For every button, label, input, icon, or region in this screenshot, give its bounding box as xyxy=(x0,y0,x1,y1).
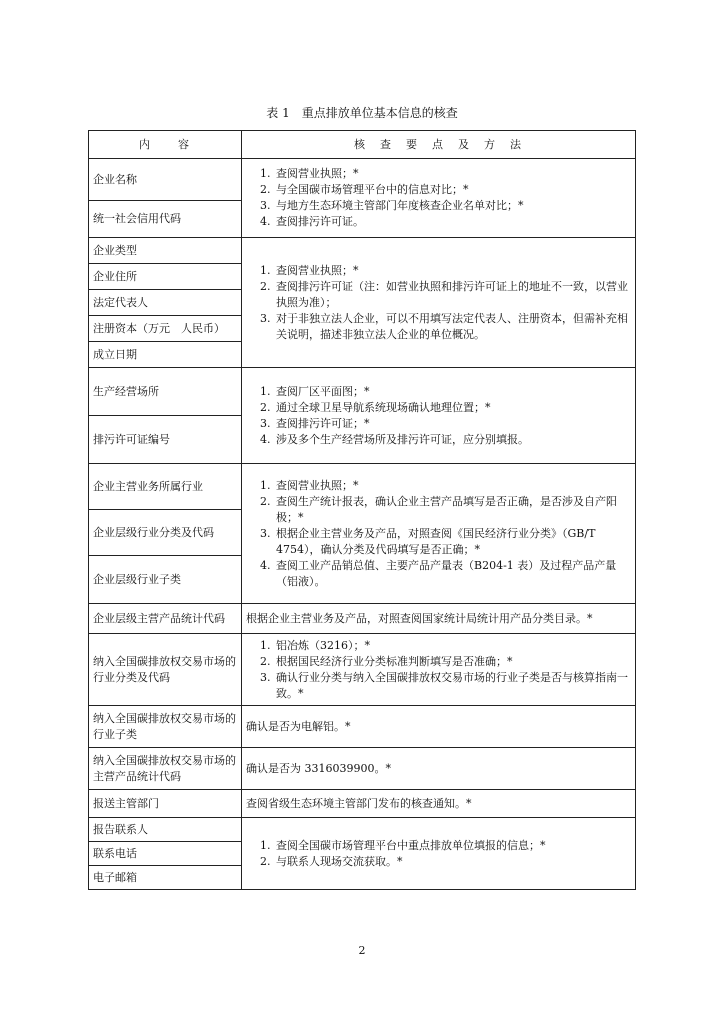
table-row xyxy=(89,818,636,842)
method-item: 3. 与地方生态环境主管部门年度核查企业名单对比；* xyxy=(274,198,631,214)
table-row xyxy=(89,238,636,264)
method-item: 4. 查阅工业产品销总值、主要产品产量表（B204-1 表）及过程产品产量（铝液）。 xyxy=(274,558,631,590)
method-item: 2. 通过全球卫星导航系统现场确认地理位置；* xyxy=(274,400,631,416)
method-item: 2. 查阅排污许可证（注：如营业执照和排污许可证上的地址不一致，以营业执照为准）； xyxy=(274,279,631,311)
method-item: 1. 铝冶炼（3216）；* xyxy=(274,638,631,654)
method-cell: 确认是否为 3316039900。* xyxy=(242,748,636,790)
row-label: 企业层级主营产品统计代码 xyxy=(89,604,242,634)
method-item: 3. 查阅排污许可证；* xyxy=(274,416,631,432)
method-item: 3. 确认行业分类与纳入全国碳排放权交易市场的行业子类是否与核算指南一致。* xyxy=(274,670,631,702)
method-item: 2. 根据国民经济行业分类标准判断填写是否准确；* xyxy=(274,654,631,670)
method-cell: 根据企业主营业务及产品，对照查阅国家统计局统计用产品分类目录。* xyxy=(242,604,636,634)
row-label: 纳入全国碳排放权交易市场的行业分类及代码 xyxy=(89,634,242,706)
row-label: 成立日期 xyxy=(89,342,242,368)
verification-table xyxy=(88,130,636,890)
row-label: 法定代表人 xyxy=(89,290,242,316)
row-label: 统一社会信用代码 xyxy=(89,201,242,238)
method-item: 1. 查阅全国碳市场管理平台中重点排放单位填报的信息；* xyxy=(274,838,631,854)
table-row xyxy=(89,748,636,790)
table-row xyxy=(89,706,636,748)
row-label: 企业层级行业分类及代码 xyxy=(89,510,242,556)
method-item: 2. 与联系人现场交流获取。* xyxy=(274,854,631,870)
row-label: 注册资本（万元 人民币） xyxy=(89,316,242,342)
method-item: 3. 对于非独立法人企业，可以不用填写法定代表人、注册资本，但需补充相关说明，描述非独立法人企业的单位概况。 xyxy=(274,311,631,343)
table-caption: 表 1 重点排放单位基本信息的核查 xyxy=(266,106,458,120)
method-cell xyxy=(242,368,636,464)
method-item: 4. 查阅排污许可证。 xyxy=(274,214,631,230)
row-label: 生产经营场所 xyxy=(89,368,242,416)
table-row xyxy=(89,604,636,634)
row-label: 联系电话 xyxy=(89,842,242,866)
row-label: 纳入全国碳排放权交易市场的行业子类 xyxy=(89,706,242,748)
method-item: 4. 涉及多个生产经营场所及排污许可证，应分别填报。 xyxy=(274,432,631,448)
row-label: 纳入全国碳排放权交易市场的主营产品统计代码 xyxy=(89,748,242,790)
row-label: 电子邮箱 xyxy=(89,866,242,890)
method-item: 2. 查阅生产统计报表，确认企业主营产品填写是否正确，是否涉及自产阳极；* xyxy=(274,494,631,526)
table-row xyxy=(89,790,636,818)
method-item: 3. 根据企业主营业务及产品，对照查阅《国民经济行业分类》（GB/T 4754），确认分类及代码填写是否正确；* xyxy=(274,526,631,558)
row-label: 企业层级行业子类 xyxy=(89,556,242,604)
method-cell: 确认是否为电解铝。* xyxy=(242,706,636,748)
page-number: 2 xyxy=(358,944,366,957)
row-label: 企业类型 xyxy=(89,238,242,264)
row-label: 报送主管部门 xyxy=(89,790,242,818)
method-cell xyxy=(242,464,636,604)
method-item: 2. 与全国碳市场管理平台中的信息对比；* xyxy=(274,182,631,198)
table-row xyxy=(89,634,636,706)
method-item: 1. 查阅营业执照；* xyxy=(274,478,631,494)
method-cell xyxy=(242,634,636,706)
method-item: 1. 查阅营业执照；* xyxy=(274,263,631,279)
method-item: 1. 查阅厂区平面图；* xyxy=(274,384,631,400)
method-item: 1. 查阅营业执照；* xyxy=(274,166,631,182)
row-label: 企业主营业务所属行业 xyxy=(89,464,242,510)
row-label: 排污许可证编号 xyxy=(89,416,242,464)
row-label: 企业名称 xyxy=(89,159,242,201)
method-cell xyxy=(242,818,636,890)
method-cell: 查阅省级生态环境主管部门发布的核查通知。* xyxy=(242,790,636,818)
row-label: 报告联系人 xyxy=(89,818,242,842)
row-label: 企业住所 xyxy=(89,264,242,290)
table-row xyxy=(89,368,636,416)
table-header-row xyxy=(89,131,636,159)
header-method: 核 查 要 点 及 方 法 xyxy=(242,131,636,159)
method-cell xyxy=(242,159,636,238)
table-row xyxy=(89,159,636,201)
table-row xyxy=(89,464,636,510)
header-content: 内 容 xyxy=(89,131,242,159)
method-cell xyxy=(242,238,636,368)
